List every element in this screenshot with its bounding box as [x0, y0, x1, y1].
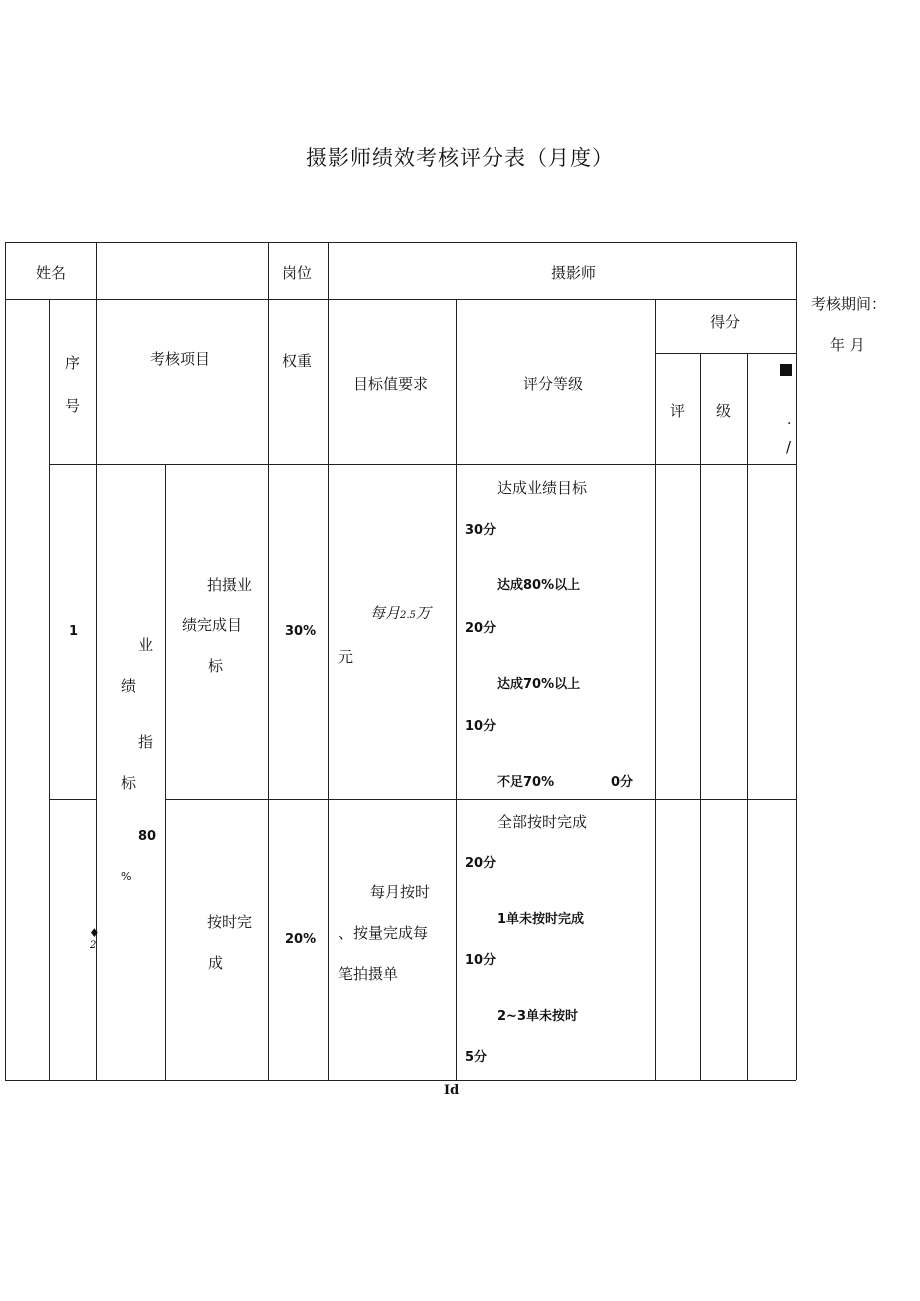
- category-char-3: 指: [138, 733, 154, 751]
- category-percent: 80: [138, 829, 157, 844]
- category-char-2: 绩: [121, 677, 137, 695]
- row1-grade-1-score: 30分: [465, 523, 497, 538]
- row1-weight: 30%: [285, 624, 317, 639]
- score-sub-1: 评: [670, 402, 686, 420]
- score-sub-2: 级: [716, 402, 732, 420]
- post-value: 摄影师: [551, 264, 597, 282]
- grading-header: 评分等级: [523, 375, 584, 393]
- row2-target-line3: 笔拍摄单: [338, 965, 399, 983]
- mark-dot: .: [787, 412, 792, 428]
- row2-grade-3-score: 5分: [465, 1050, 488, 1065]
- black-square-mark: [780, 364, 792, 376]
- item-header: 考核项目: [150, 350, 211, 368]
- row1-item-line2: 绩完成目: [182, 616, 243, 634]
- post-label: 岗位: [282, 264, 313, 282]
- row1-item-line3: 标: [208, 657, 224, 675]
- seq-header-1: 序: [65, 354, 81, 372]
- row1-target: 每月2.5万: [370, 604, 431, 622]
- row2-weight: 20%: [285, 932, 317, 947]
- name-label: 姓名: [36, 264, 67, 282]
- page-title: 摄影师绩效考核评分表（月度）: [306, 146, 614, 170]
- category-percent-sign: %: [121, 870, 132, 883]
- category-char-1: 业: [138, 636, 154, 654]
- row2-grade-2-score: 10分: [465, 953, 497, 968]
- row1-grade-4-score: 0分: [611, 775, 634, 790]
- seq-header-2: 号: [65, 397, 81, 415]
- score-header: 得分: [710, 313, 741, 331]
- footer-text: Id: [444, 1083, 460, 1098]
- target-header: 目标值要求: [353, 375, 429, 393]
- row2-grade-1-score: 20分: [465, 856, 497, 871]
- category-char-4: 标: [121, 774, 137, 792]
- year-month: 年 月: [830, 336, 865, 354]
- row2-target-line2: 、按量完成每: [338, 924, 429, 942]
- row1-grade-4: 不足70%: [497, 775, 555, 790]
- row1-grade-2-score: 20分: [465, 621, 497, 636]
- mark-slash: /: [786, 438, 792, 456]
- row1-item-line1: 拍摄业: [207, 576, 253, 594]
- row2-seq: 2: [90, 940, 97, 951]
- row2-seq-mark: ♦: [89, 926, 100, 940]
- row1-grade-2: 达成80%以上: [497, 578, 581, 593]
- row1-grade-3: 达成70%以上: [497, 677, 581, 692]
- row2-grade-1: 全部按时完成: [497, 813, 588, 831]
- row1-grade-1: 达成业绩目标: [497, 479, 588, 497]
- row2-item-line1: 按时完: [207, 913, 253, 931]
- row1-target-line2: 元: [338, 648, 354, 666]
- row2-target-line1: 每月按时: [370, 883, 431, 901]
- row2-grade-2: 1单未按时完成: [497, 912, 585, 927]
- row2-item-line2: 成: [208, 954, 224, 972]
- row1-grade-3-score: 10分: [465, 719, 497, 734]
- weight-header: 权重: [282, 352, 313, 370]
- row2-grade-3: 2~3单未按时: [497, 1009, 578, 1024]
- row1-seq: 1: [69, 624, 79, 639]
- period-label: 考核期间：: [811, 295, 887, 313]
